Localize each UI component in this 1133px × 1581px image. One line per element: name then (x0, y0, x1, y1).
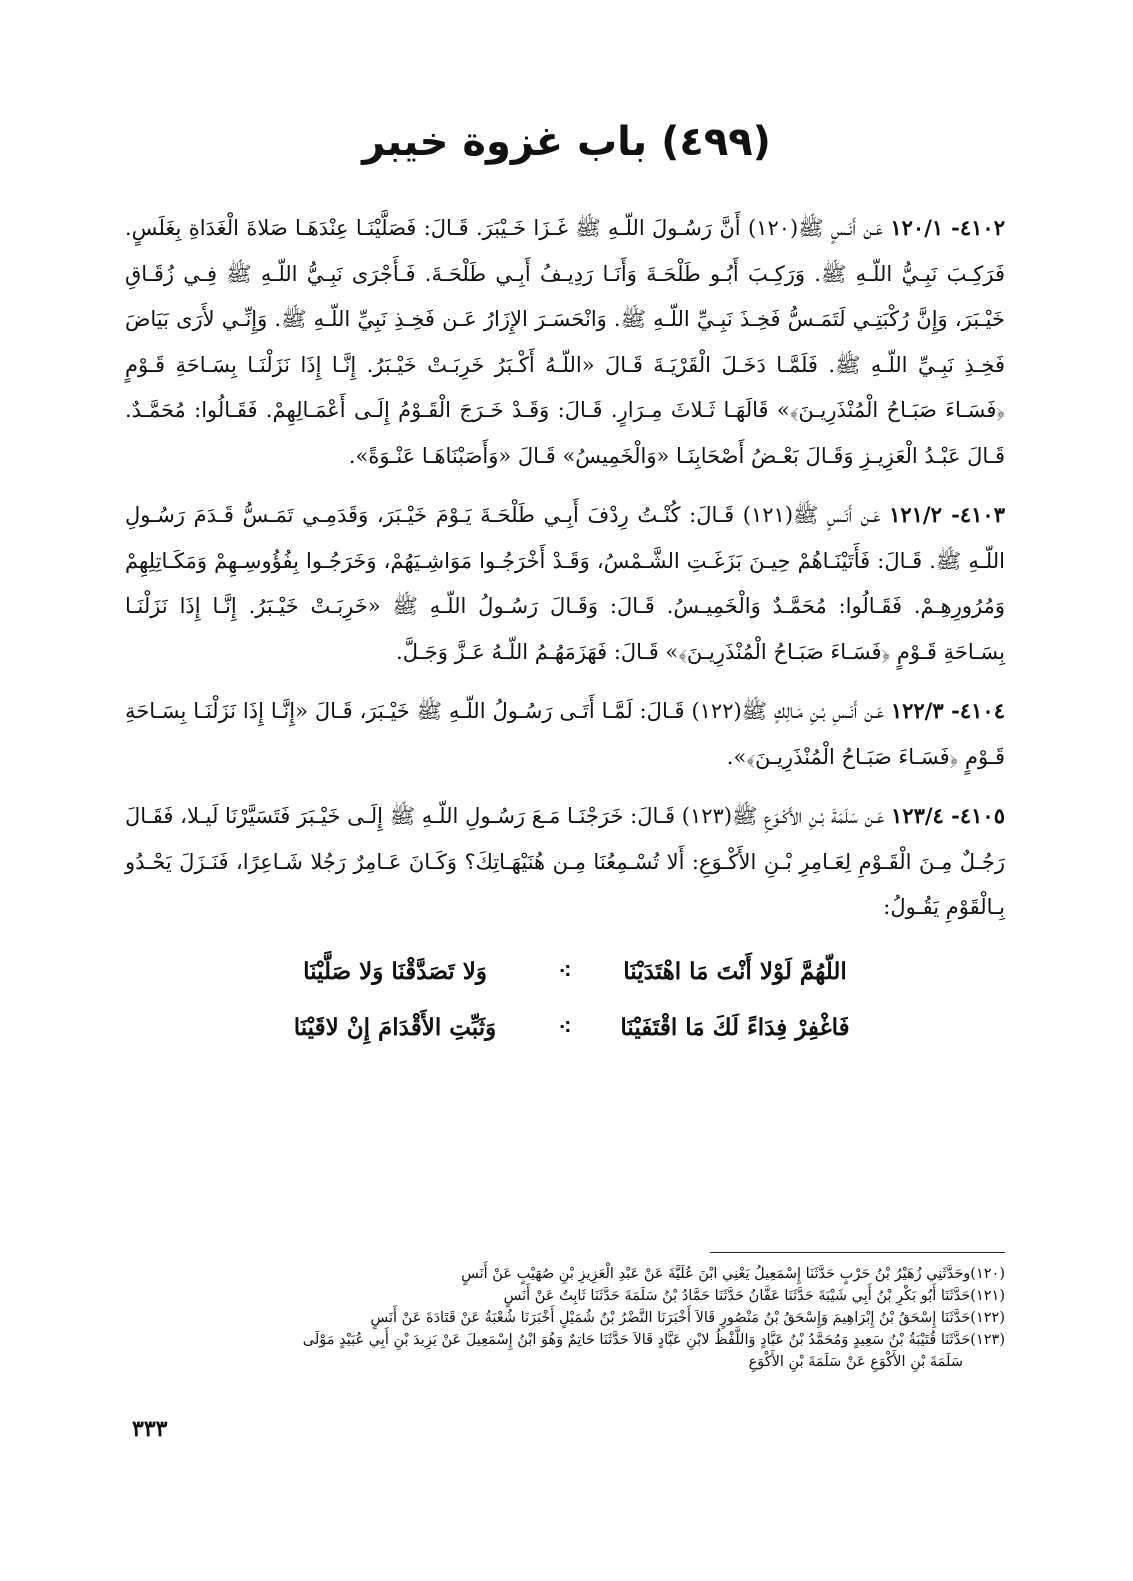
hadith-number: ٤١٠٣- ١٢١/٢ (889, 502, 1005, 527)
footnote-text: (١٢٣)حَدَّثَنَا قُتَيْبَةُ بْنُ سَعِيدٍ وَمُحَمَّدُ بْنُ عَبَّادٍ وَاللَّفْظُ لابْنِ عَبَّادٍ قَالاَ حَدَّثَنَا حَاتِمٌ وَهُوَ ابْنُ إِسْمَعِيلَ عَنْ يَزِيدَ بْنِ أَبِي عُبَيْدٍ مَوْلَى (302, 1332, 1005, 1348)
footnotes (125, 1263, 1005, 1373)
footnote-text: (١٢٢)حَدَّثَنَا إِسْحَقُ بْنُ إِبْرَاهِيمَ وَإِسْحَقُ بْنُ مَنْصُورٍ قَالاَ أَخْبَرَنَا النَّضْرُ بْنُ شُمَيْلٍ أَخْبَرَنَا شُعْبَةُ عَنْ قَتَادَةَ عَنْ أَنَسٍ (370, 1310, 1005, 1326)
hadith-text: عَـن سَلَمَةَ بْـنِ الأَكْـوَعِ ﷺ(١٢٣) قَـالَ: خَرَجْنَـا مَـعَ رَسُـولِ اللّـهِ ﷺ إِلَـى خَيْـبَرَ فَتَسَيَّرْنَا لَيـلا، فَقَـالَ رَجُـلٌ مِـنَ الْقَـوْمِ لِعَـامِرِ بْـنِ الأَكْـوَعِ: أَلا تُسْـمِعُنَا مِـن هُنَيْهَـاتِكَ؟ وَكَـانَ عَـامِرٌ رَجُلا شَـاعِرًا، فَنَـزَلَ يَحْـدُو بِـالْقَوْمِ يَقُـولُ: (125, 804, 1005, 919)
hadith-body (125, 205, 1005, 1056)
hadith-text: عَـن أَنَـسٍ ﷺ(١٢٠) أَنَّ رَسُـولَ اللّـهِ ﷺ غَـزَا خَـيْبَرَ. قَـالَ: فَصَلَّيْنَـا عِنْدَهَـا صَلاةَ الْغَدَاةِ بِغَلَسٍ. فَرَكِـبَ نَبِـيُّ اللّـهِ ﷺ. وَرَكِـبَ أَبُـو طَلْحَـةَ وَأَنَـا رَدِيـفُ أَبِـي طَلْحَـةَ. فَـأَجْرَى نَبِـيُّ اللّـهِ ﷺ فِـي زُقَـاقِ خَيْـبَرَ، وَإِنَّ رُكْبَتِـي لَتَمَـسُّ فَخِـذَ نَبِـيِّ اللّـهِ ﷺ. وَانْحَسَـرَ الإِزَارُ عَـن فَخِـذِ نَبِيِّ اللّـهِ ﷺ. وَإِنِّـي لأَرَى بَيَاضَ فَخِـذِ نَبِـيِّ اللّـهِ ﷺ. فَلَمَّـا دَخَـلَ الْقَرْيَـةَ قَـالَ «اللّـهُ أَكْـبَرُ خَرِبَـتْ خَيْـبَرُ. إِنَّـا إِذَا نَزَلْنَـا بِسَـاحَةِ قَـوْمٍ ﴿فَسَـاءَ صَبَـاحُ الْمُنْذَرِيـنَ﴾» قَالَهَـا ثَـلاثَ مِـرَارٍ. قَـالَ: وَقَـدْ خَـرَجَ الْقَـوْمُ إِلَـى أَعْمَـالِهِمْ. فَقَـالُوا: مُحَمَّـدٌ. قَـالَ عَبْـدُ الْعَزِيـزِ وَقَـالَ بَعْـضُ أَصْحَابِنَـا «وَالْخَمِيسُ» قَـالَ «وَأَصَبْنَاهَـا عَنْـوَةً». (125, 216, 1005, 468)
footnote (125, 1307, 1005, 1329)
poem-verse (125, 1000, 1005, 1056)
footnote-text: (١٢١)حَدَّثَنَا أَبُو بَكْرِ بْنُ أَبِي شَيْبَةَ حَدَّثَنَا عَفَّانُ حَدَّثَنَا حَمَّادُ بْنُ سَلَمَةَ حَدَّثَنَا ثَابِتٌ عَنْ أَنَسٍ (503, 1288, 1005, 1304)
hadith-text: عَـن أَنَـسِ بْـنِ مَـالِكٍ ﷺ(١٢٢) قَـالَ: لَمَّـا أَتَـى رَسُـولُ اللّـهِ ﷺ خَيْـبَرَ، قَـالَ «إِنَّـا إِذَا نَزَلْنَـا بِسَـاحَةِ قَـوْمٍ ﴿فَسَـاءَ صَبَـاحُ الْمُنْذَرِيـنَ﴾». (125, 699, 1005, 769)
poem-separator: ⁖ (558, 957, 572, 985)
page-title: (٤٩٩) باب غزوة خيبر (362, 119, 771, 165)
poem-second-hemistich: وَلا تَصَدَّقْنَا وَلا صَلَّيْنَا (303, 957, 487, 985)
footnote (125, 1263, 1005, 1285)
hadith-number: ٤١٠٥- ١٢٣/٤ (891, 803, 1005, 828)
footnote-divider (710, 1252, 1005, 1253)
footnote (125, 1329, 1005, 1373)
page-number: ٣٣٣ (132, 1416, 168, 1442)
poem-first-hemistich: اللّهُمَّ لَوْلا أَنْتَ مَا اهْتَدَيْنَا (623, 957, 847, 985)
hadith-paragraph-4103 (125, 492, 1005, 675)
hadith-text: عَـن أَنَـسٍ ﷺ(١٢١) قَـالَ: كُنْـتُ رِدْفَ أَبِـي طَلْحَـةَ يَـوْمَ خَيْـبَرَ، وَقَدَمِـي تَمَـسُّ قَـدَمَ رَسُـولِ اللّـهِ ﷺ. قَـالَ: فَأَتَيْنَـاهُمْ حِيـنَ بَزَغَـتِ الشَّـمْسُ، وَقَـدْ أَخْرَجُـوا مَوَاشِـيَهُمْ، وَخَرَجُـوا بِفُؤُوسِـهِمْ وَمَكَـاتِلِهِمْ وَمُرُورِهِـمْ. فَقَـالُوا: مُحَمَّـدٌ وَالْخَمِيـسُ. قَـالَ: وَقَـالَ رَسُـولُ اللّـهِ ﷺ «خَرِبَـتْ خَيْـبَرُ. إِنَّـا إِذَا نَزَلْنَـا بِسَـاحَةِ قَـوْمٍ ﴿فَسَـاءَ صَبَـاحُ الْمُنْذَرِيـنَ﴾» قَـالَ: فَهَزَمَهُـمُ اللّـهُ عَـزَّ وَجَـلَّ. (125, 503, 1005, 664)
footnote-continuation: سَلَمَةَ بْنِ الأَكْوَعِ عَنْ سَلَمَةَ بْنِ الأَكْوَعِ (748, 1354, 963, 1370)
poem (125, 944, 1005, 1056)
footnote-text: (١٢٠)وحَدَّثَنِي زُهَيْرُ بْنُ حَرْبٍ حَدَّثَنَا إِسْمَعِيلُ يَعْنِي ابْنَ عُلَيَّةَ عَنْ عَبْدِ الْعَزِيزِ بْنِ صُهَيْبٍ عَنْ أَنَسٍ (461, 1266, 1005, 1282)
poem-first-hemistich: فَاغْفِرْ فِدَاءً لَكَ مَا اقْتَفَيْنَا (620, 1013, 850, 1041)
poem-verse (125, 944, 1005, 1000)
poem-second-hemistich: وَثَبِّتِ الأَقْدَامَ إِنْ لاقَيْنَا (293, 1013, 497, 1041)
hadith-paragraph-4105 (125, 793, 1005, 931)
hadith-paragraph-4102 (125, 205, 1005, 479)
hadith-paragraph-4104 (125, 688, 1005, 780)
hadith-number: ٤١٠٤- ١٢٢/٣ (890, 698, 1005, 723)
hadith-number: ٤١٠٢- ١٢٠/١ (890, 215, 1005, 240)
footnote (125, 1285, 1005, 1307)
poem-separator: ⁖ (558, 1013, 572, 1041)
